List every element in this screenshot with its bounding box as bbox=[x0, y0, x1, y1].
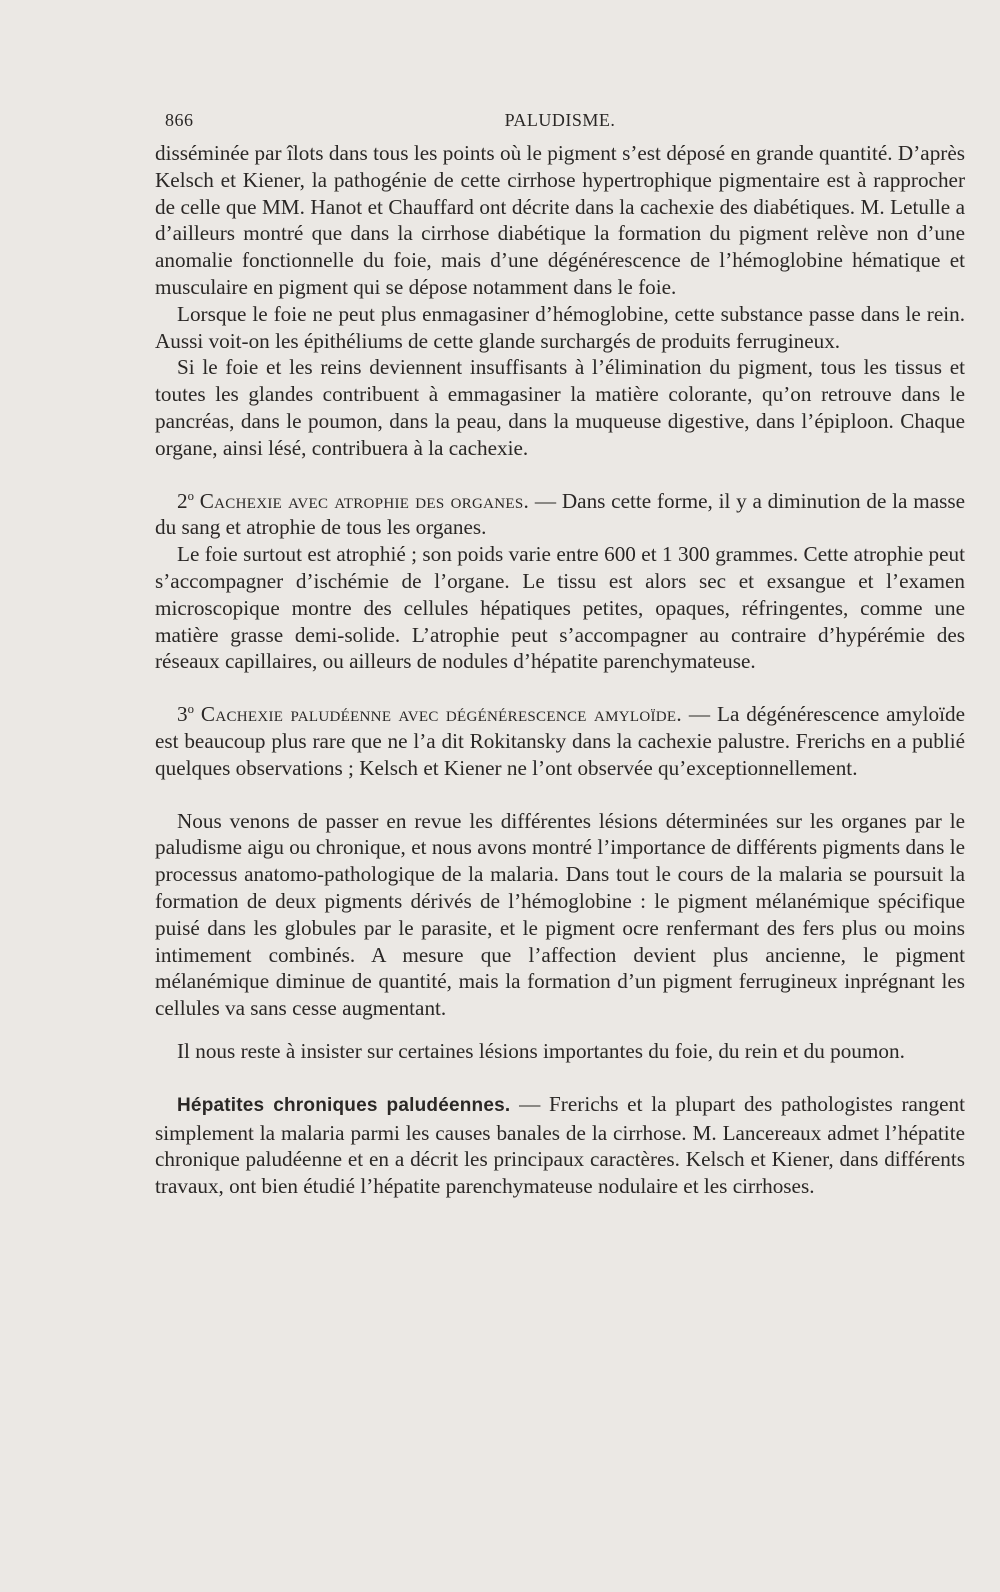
section-number-suffix: o bbox=[187, 702, 194, 717]
paragraph-continuation: disséminée par îlots dans tous les points où le pigment s’est déposé en grande quantité. D’après Kelsch et Kiener, la pathogénie de cette cirrhose hypertrophique pigmentaire est à rapprocher de celle que MM. Hanot et Chauffard ont décrite dans la cachexie des diabétiques. M. Letulle a d’ailleurs montré que dans la cirrhose diabétique la formation du pigment relève non d’une anomalie fonctionnelle du foie, mais d’une dégénérescence de l’hémoglobine hématique et musculaire en pigment qui se dépose notamment dans le foie. bbox=[155, 141, 965, 299]
section-number-suffix: o bbox=[187, 488, 194, 503]
section-atrophie bbox=[155, 488, 965, 542]
paragraph-tissus: Si le foie et les reins deviennent insuffisants à l’élimination du pigment, tous les tissus et toutes les glandes contribuent à emmagasiner la matière colorante, qu’on retrouve dans le pancréas, dans le poumon, dans la peau, dans la muqueuse digestive, dans l’épiploon. Chaque organe, ainsi lésé, contribuera à la cachexie. bbox=[155, 355, 965, 460]
section-text-atrophie: — Dans cette forme, il y a diminution de la masse du sang et atrophie de tous les organes. bbox=[155, 488, 966, 540]
section-amyloide bbox=[155, 701, 965, 781]
paragraph-foie-atrophie: Le foie surtout est atrophié ; son poids varie entre 600 et 1 300 grammes. Cette atrophie peut s’accompagner d’ischémie de l’organe. Le tissu est alors sec et exsangue et l’examen microscopique montre des cellules hépatiques petites, opaques, réfringentes, comme une matière grasse demi-solide. L’atrophie peut s’accompagner au contraire d’hypérémie des réseaux capillaires, ou ailleurs de nodules d’hépatite parenchymateuse. bbox=[155, 542, 965, 674]
section-text-hepatites: — Frerichs et la plupart des pathologistes rangent simplement la malaria parmi les causes banales de la cirrhose. M. Lancereaux admet l’hépatite chronique paludéenne et en a décrit les principaux caractères. Kelsch et Kiener, dans différents travaux, ont bien étudié l’hépatite parenchymateuse nodulaire et les cirrhoses. bbox=[155, 1091, 965, 1199]
section-number: 3 bbox=[177, 702, 188, 727]
running-title: PALUDISME. bbox=[504, 110, 616, 130]
paragraph-lesions: Il nous reste à insister sur certaines lésions importantes du foie, du rein et du poumon. bbox=[177, 1038, 905, 1063]
paragraph-revue: Nous venons de passer en revue les différentes lésions déterminées sur les organes par le paludisme aigu ou chronique, et nous avons montré l’importance de différents pigments dans le processus anatomo-pathologique de la malaria. Dans tout le cours de la malaria se poursuit la formation de deux pigments dérivés de l’hémoglobine : le pigment mélanémique spécifique puisé dans les globules par le parasite, et le pigment ocre renfermant des fers plus ou moins intimement combinés. A mesure que l’affection devient plus ancienne, le pigment mélanémique diminue de quantité, mais la formation d’un pigment ferrugineux inprégnant les cellules va sans cesse augmentant. bbox=[155, 808, 965, 1021]
section-heading-amyloide: Cachexie paludéenne avec dégénérescence amyloïde. bbox=[200, 702, 682, 727]
section-text-amyloide: — La dégénérescence amyloïde est beaucoup plus rare que ne l’a dit Rokitansky dans la cachexie palustre. Frerichs en a publié quelques observations ; Kelsch et Kiener ne l’ont observée qu’exceptionnellement. bbox=[155, 702, 966, 780]
running-head bbox=[155, 110, 965, 140]
section-hepatites bbox=[155, 1091, 965, 1200]
section-heading-hepatites: Hépatites chroniques paludéennes. bbox=[177, 1094, 511, 1116]
page-number: 866 bbox=[165, 110, 194, 130]
body-text bbox=[155, 140, 965, 1200]
paragraph-rein: Lorsque le foie ne peut plus enmagasiner d’hémoglobine, cette substance passe dans le rein. Aussi voit-on les épithéliums de cette glande surchargés de produits ferrugineux. bbox=[155, 301, 965, 353]
section-number: 2 bbox=[177, 488, 188, 513]
section-heading-atrophie: Cachexie avec atrophie des organes. bbox=[199, 488, 530, 513]
